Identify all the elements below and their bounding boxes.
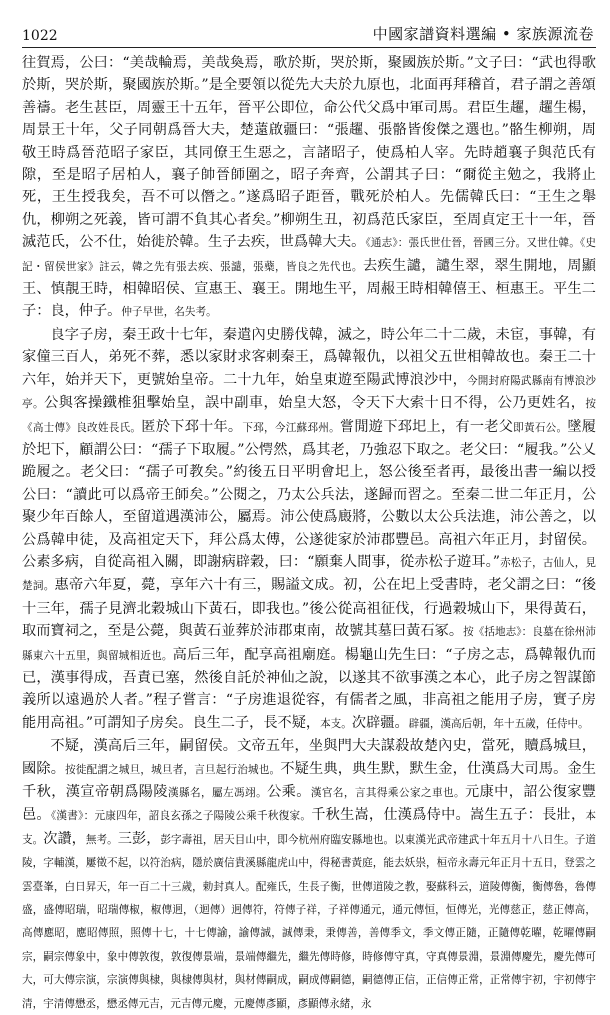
text-run: 良字子房，秦王政十七年，秦遣內史勝伐韓，滅之，時公年二十二歲，未宦，事韓，有家僮三百人，弟死不葬，悉以家財求客刺秦王，爲韓報仇，以祖父五世相韓故也。秦王二十六年，始并天下，更號始皇帝。二十九年，始皇東遊至陽武博浪沙中， — [22, 326, 596, 388]
annotation-note: 仲子早世，名失考。 — [121, 306, 217, 319]
paragraph-3 — [22, 735, 596, 1015]
annotation-note: 無考。 — [85, 833, 118, 846]
text-run: 三彭， — [117, 830, 161, 847]
annotation-note: 《漢書》：元康四年，詔良玄孫之子陽陵公乘千秋復家。 — [50, 810, 312, 823]
text-run: 不疑生典，典生默，默生金，仕漢爲大司馬。金生千秋，漢宣帝朝爲陽陵 — [22, 760, 596, 800]
text-run: 匿於下邳十年。 — [141, 418, 243, 435]
annotation-note: 赤松子，古仙人，見楚詞。 — [22, 556, 596, 593]
annotation-note: 《通志》：張氏世仕晉，晉國三分。又世仕韓。《史記・留侯世家》註云，韓之先有張去疾、張譴，張蘗，皆良之先代也。 — [22, 237, 596, 273]
text-run: 不疑，漢高后三年，嗣留侯。文帝五年，坐與門大夫謀殺故楚內史，當死，贖爲城旦，國除。 — [22, 738, 596, 777]
text-run: 次辟疆。 — [351, 714, 409, 731]
running-title: 中國家譜資料選編 • 家族源流卷 — [372, 25, 594, 43]
text-run: 千秋生嵩，仕漢爲侍中。嵩生五子：長壯， — [311, 807, 586, 824]
annotation-note: 下邳，今江蘇邳州。 — [242, 421, 340, 434]
annotation-note: 漢縣名，屬左馮翊。 — [168, 787, 268, 799]
annotation-note: 辟疆，漢高后朝，年十五歲，任侍中。 — [408, 717, 589, 730]
annotation-note: 即黃石公。 — [513, 421, 568, 434]
page-number: 1022 — [22, 28, 58, 44]
text-run: 去疾生譴，譴生翠，翠生開地，周顯王、慎靚王時，相韓昭侯、宣惠王、襄王。開地生平，周赧王時相韓僖王、桓惠王。平生二子：良，仲子。 — [22, 257, 596, 320]
annotation-note: 漢官名，言其得乘公家之車也。 — [310, 787, 465, 799]
page-body — [12, 52, 596, 1015]
text-run: 元康中，詔公復家豐邑。 — [22, 784, 596, 824]
paragraph-2 — [22, 324, 596, 735]
text-run: 往賀焉，公曰：“美哉輪焉，美哉奐焉，歌於斯，哭於斯，聚國族於斯。”文子曰：“武也得歌於斯，哭於斯，聚國族於斯。”是全要領以從先大夫於九原也，北面再拜稽首，君子謂之善頌善禱。老生甚臣，周靈王十五年，晉平公即位，命公代父爲中軍司馬。君臣生趯，趯生楊，周景王十年，父子同朝爲晉大夫，楚薳啟疆曰：“張趯、張骼皆俊傑之選也。”骼生柳朔，周敬王時爲晉范昭子家臣，其同僚王生惡之，言諸昭子，使爲柏人宰。先時趙襄子與范氏有隙，至是昭子居柏人，襄子帥晉師圍之，昭子奔齊，公謂其子曰：“爾從主勉之，我將止死，王生授我矣，吾不可以僭之。”遂爲昭子距晉，戰死於柏人。先儒韓氏曰：“王生之舉仇，柳朔之死義，皆可謂不負其心者矣。”柳朔生丑，初爲范氏家臣，至周貞定王十一年，晉滅范氏，公不仕，始徙於韓。生子去疾，世爲韓大夫。 — [22, 55, 596, 251]
text-run: 嘗閒遊下邳圯上，有一老父 — [339, 418, 514, 435]
text-run: 高后三年，配享高祖廟庭。楊龜山先生曰：“子房之志，爲韓報仇而已，漢事得成，吾責已塞，然後自託於神仙之說，以遂其不欲事漢之本心，此子房之智謀節義所以遠過於人者。”程子嘗言：“子房進退從容，有儒者之風，非高祖之能用子房，實子房能用高祖。”可謂知子房矣。良生二子，長不疑， — [22, 646, 596, 731]
annotation-note: 彭字壽祖，居天目山中，即今杭州府臨安縣地也。以東漢光武帝建武十年五月十八日生。子道陵，字輔漢，屢徵不起，以符治病，隱於廣信貴溪縣龍虎山中，得秘書黃庭，能去妖祟，桓帝永壽元年正月十五日，登雲之雲臺峯，白日昇天，年一百二十三歲，勅封真人。配雍氏，生長子衡，世傳道陵之教，娶蘇科云，道陵傳衡，衡傳魯，魯傳盛，盛傳昭瑞，昭瑞傳椒，椒傳迥，（迴傳）迥傳符，符傳子祥，子祥傳通元，通元傳恒，恒傳光，光傳慈正，慈正傳高，高傳應昭，應昭傳照，照傳十七，十七傳諭，諭傳誠，誠傳秉，秉傳善，善傳季文，季文傳正隨，正隨傳乾曜，乾曜傳嗣宗，嗣宗傳象中，象中傳敦復，敦復傳景端，景端傳繼先，繼先傳時修，時修傳守真，守真傳景淵，景淵傳慶先，慶先傳可大，可大傳宗演，宗演傳與棣，與棣傳與材，與材傳嗣成，嗣成傳嗣德，嗣德傳正信，正信傳正常，正常傳宇初，宇初傳宇清，宇清傳懋丞，懋丞傳元吉，元吉傳元慶，元慶傳彥顯，彥顯傳永緒，永 — [22, 833, 596, 1010]
text-run: 墜履於圯下，顧謂公曰：“孺子下取履。”公愕然，爲其老，乃強忍下取之。老父曰：“履我。”公乂跪履之。老父曰：“孺子可教矣。”約後五日平明會圯上，怒公後至者再，最後出書一編以授公曰：“讀此可以爲帝王師矣。”公閱之，乃太公兵法，遂歸而習之。至秦二世二年正月，公聚少年百餘人，至留道遇漢沛公，屬焉。沛公使爲廄將，公數以太公兵法進，沛公善之，以公爲韓申徒，及高祖定天下，拜公爲太傅，公遂徙家於沛郡豐邑。高祖六年正月，封留侯。公素多病，自從高祖入關，即謝病辟穀，曰：“願棄人間事，從赤松子遊耳。” — [22, 418, 596, 570]
text-run: 惠帝六年夏，薨，享年六十有三，賜謚文成。初，公在圯上受書時，老父謂之曰：“後十三年，孺子見濟北穀城山下黃石，即我也。”後公從高祖征伐，行過穀城山下，果得黃石，取而寶祠之，至是公薨，與黃石並葬於沛郡東南，故號其墓曰黃石冢。 — [22, 577, 597, 640]
text-run: 公乘。 — [267, 784, 311, 800]
annotation-note: 本支。 — [320, 717, 352, 730]
annotation-note: 今開封府陽武縣南有博浪沙亭。 — [22, 374, 597, 411]
annotation-note: 按《高士傳》良改姓長氏。 — [22, 398, 596, 434]
header-rule — [22, 47, 596, 48]
paragraph-1 — [22, 52, 596, 324]
annotation-note: 按徙配謂之城旦，城旦者，言旦起行治城也。 — [65, 763, 281, 776]
annotation-note: 本支。 — [22, 810, 596, 846]
text-run: 次讚， — [43, 830, 86, 847]
text-run: 公與客操鐵椎狙擊始皇，誤中副車，始皇大怒，令天下大索十日不得，公乃更姓名， — [44, 395, 586, 412]
page-header — [12, 0, 596, 47]
annotation-note: 按《括地志》：良墓在徐州沛縣東六十五里，與留城相近也。 — [22, 626, 596, 662]
